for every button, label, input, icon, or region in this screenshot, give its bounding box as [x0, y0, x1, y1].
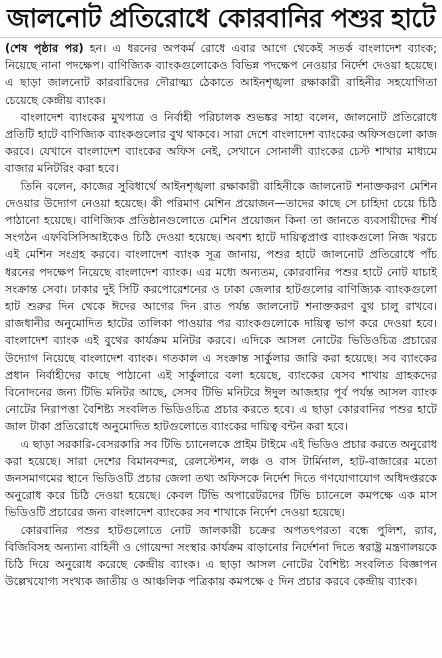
paragraph-5: কোরবানির পশুর হাটগুলোতে নোট জালকারী চক্রের অপতৎপরতা বন্ধে পুলিশ, র‍্যাব, বিজিবিসহ অন্যান্য বাহিনী ও গোয়েন্দা সংস্থার কার্যক্রম বাড়ানোর নির্দেশনা দিতে স্বরাষ্ট্র মন্ত্রণালয়কে চিঠি দিয়ে অনুরোধ করেছে কেন্দ্রীয় ব্যাংক। এ ছাড়া আসল নোটের বৈশিষ্ট্য সংবলিত বিজ্ঞাপন উল্লেখযোগ্য সংখ্যক জাতীয় ও আঞ্চলিক পত্রিকায় কমপক্ষে ৫ দিন প্রচার করবে কেন্দ্রীয় ব্যাংক। — [5, 523, 437, 589]
paragraph-1-text: হন। এ ধরনের অপকর্ম রোধে এবার আগে থেকেই সতর্ক বাংলাদেশ ব্যাংক; নিয়েছে নানা পদক্ষেপ। বাণিজ্যিক ব্যাংকগুলোকেও বিভিন্ন পদক্ষেপ নেওয়ার নির্দেশ দেওয়া হয়েছে। এ ছাড়া জালনোট কারবারিদের দৌরাত্ম্য ঠেকাতে আইনশৃঙ্খলা রক্ষাকারী বাহিনীর সহযোগিতা চেয়েছে কেন্দ্রীয় ব্যাংক। — [5, 42, 437, 107]
headline: জালনোট প্রতিরোধে কোরবানির পশুর হাটে — [0, 0, 442, 38]
paragraph-2: বাংলাদেশ ব্যাংকের মুখপাত্র ও নির্বাহী পরিচালক শুভঙ্কর সাহা বলেন, জালনোট প্রতিরোধে প্রতিটি হাটে বাণিজ্যিক ব্যাংকগুলোর বুথ থাকবে। সারা দেশে বাংলাদেশ ব্যাংকের অফিসগুলো কাজ করবে। যেখানে বাংলাদেশ ব্যাংকের অফিস নেই, সেখানে সোনালী ব্যাংকের চেস্ট শাখার মাধ্যমে বাজার মনিটরিং করা হবে। — [5, 110, 437, 176]
continuation-label: (শেষ পৃষ্ঠার পর) — [5, 42, 84, 55]
paragraph-3: তিনি বলেন, কাজের সুবিধার্থে আইনশৃঙ্খলা রক্ষাকারী বাহিনীকে জালনোট শনাক্তকরণ মেশিন দেওয়ার উদ্যোগ নেওয়া হয়েছে। কী পরিমাণ মেশিন প্রয়োজন—তাদের কাছে সে চাহিদা চেয়ে চিঠি পাঠানো হয়েছে। বাণিজ্যিক প্রতিষ্ঠানগুলোতে মেশিন প্রয়োজন কিনা তা জানতে ব্যবসায়ীদের শীর্ষ সংগঠন এফবিসিসিআইকেও চিঠি দেওয়া হয়েছে। অবশ্য হাটে দায়িত্বপ্রাপ্ত ব্যাংকগুলো নিজ খরচে এই মেশিন সংগ্রহ করবে। বাংলাদেশ ব্যাংক সূত্র জানায়, পশুর হাটে জালনোট প্রতিরোধে পাঁচ ধরনের পদক্ষেপ নিয়েছে বাংলাদেশ ব্যাংক। এর মধ্যে অন্যতম, কোরবানির পশুর হাটে নোট যাচাই সংক্রান্ত সেবা। ঢাকার দুই সিটি করপোরেশনের ও ঢাকা জেলার হাটগুলোর বাণিজ্যিক ব্যাংকগুলো হাট শুরুর দিন থেকে ঈদের আগের দিন রাত পর্যন্ত জালনোট শনাক্তকরণ বুথ চালু রাখবে। রাজধানীর অনুমোদিত হাটের তালিকা পাওয়ার পর ব্যাংকগুলোকে দায়িত্ব ভাগ করে দেওয়া হবে। বাংলাদেশ ব্যাংক এই বুথের কার্যক্রম মনিটর করবে। এদিকে আসল নোটের ভিডিওচিত্র প্রচারের উদ্যোগ নিয়েছে বাংলাদেশ ব্যাংক। গতকাল এ সংক্রান্ত সার্কুলার জারি করা হয়েছে। সব ব্যাংকের প্রধান নির্বাহীদের কাছে পাঠানো এই সার্কুলারে বলা হয়েছে, ব্যাংকের যেসব শাখায় গ্রাহকদের বিনোদনের জন্য টিভি মনিটর আছে, সেসব টিভি মনিটরে ঈদুল আজহার পূর্ব পর্যন্ত আসল ব্যাংক নোটের নিরাপত্তা বৈশিষ্ট্য সংবলিত ভিডিওচিত্র প্রচার করতে হবে। এ ছাড়া কোরবানির পশুর হাটে জাল টাকা প্রতিরোধে অনুমোদিত হাটগুলোতে ব্যাংকের দায়িত্ব বন্টন করা হবে। — [5, 179, 437, 434]
paragraph-4: এ ছাড়া সরকারি-বেসরকারি সব টিভি চ্যানেলকে প্রাইম টাইমে এই ভিডিও প্রচার করতে অনুরোধ করা হয়েছে। সারা দেশের বিমানবন্দর, রেলস্টেশন, লঞ্চ ও বাস টার্মিনাল, হাট-বাজারের মতো জনসমাগমের স্থানে ভিডিওটি প্রচার জেলা তথ্য অফিসকে নির্দেশ দিতে গণযোগাযোগ অধিদপ্তরকে অনুরোধ করে চিঠি দেওয়া হয়েছে। কেবল টিভি অপারেটরদের টিভি চ্যানেলে কমপক্ষে এক মাস ভিডিওটি প্রচারের জন্য বাংলাদেশ ব্যাংকের সব শাখাকে নির্দেশ দেওয়া হয়েছে। — [5, 437, 437, 520]
article-body — [0, 38, 442, 591]
paragraph-1 — [5, 40, 437, 109]
